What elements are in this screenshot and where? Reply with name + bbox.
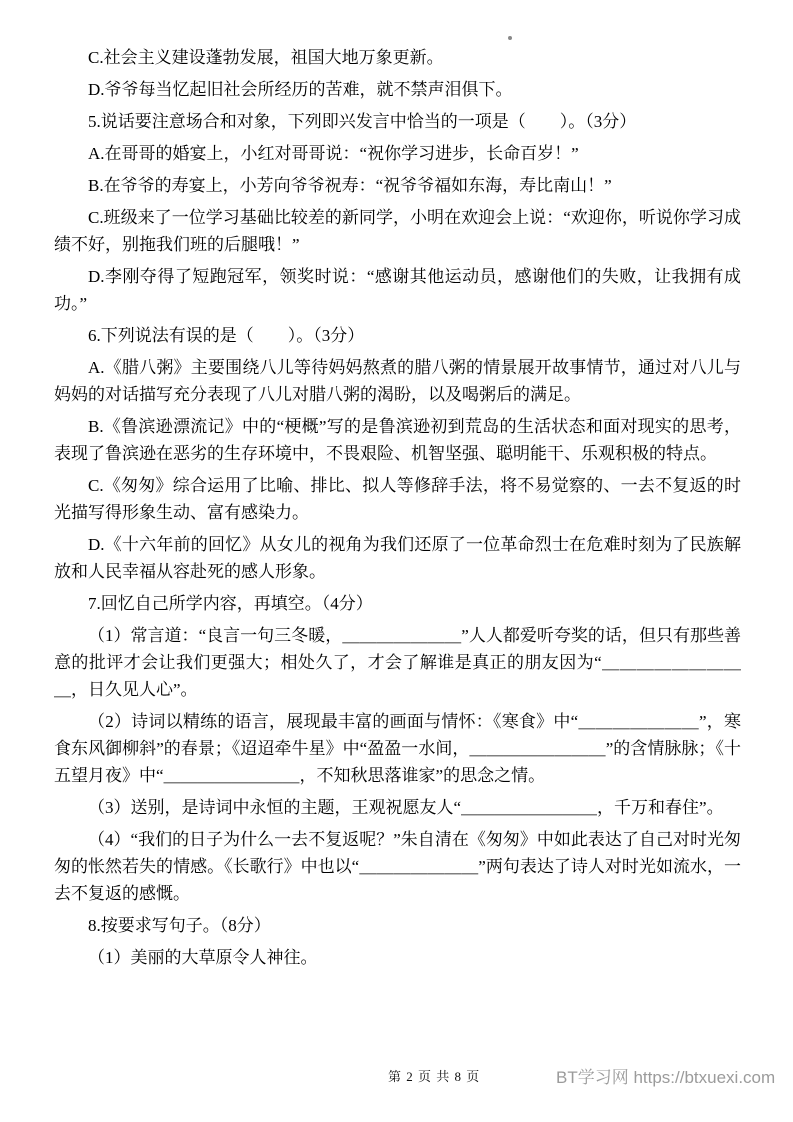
watermark-text: BT学习网 https://btxuexi.com: [556, 1068, 776, 1087]
q5-option-b: B.在爷爷的寿宴上，小芳向爷爷祝寿：“祝爷爷福如东海，寿比南山！”: [88, 176, 612, 195]
q4-option-c: C.社会主义建设蓬勃发展，祖国大地万象更新。: [88, 48, 444, 67]
q5-option-c: C.班级来了一位学习基础比较差的新同学，小明在欢迎会上说：“欢迎你，听说你学习成绩不好，别拖我们班的后腿哦！”: [54, 208, 741, 254]
q5-option-a: A.在哥哥的婚宴上，小红对哥哥说：“祝你学习进步，长命百岁！”: [88, 144, 579, 163]
q5-option-d: D.李刚夺得了短跑冠军，领奖时说：“感谢其他运动员，感谢他们的失败，让我拥有成功。”: [54, 267, 741, 313]
q6-option-b: B.《鲁滨逊漂流记》中的“梗概”写的是鲁滨逊初到荒岛的生活状态和面对现实的思考，表现了鲁滨逊在恶劣的生存环境中，不畏艰险、机智坚强、聪明能干、乐观积极的特点。: [54, 417, 741, 463]
q7-item-4: （4）“我们的日子为什么一去不复返呢？”朱自清在《匆匆》中如此表达了自己对时光匆匆的怅然若失的情感。《长歌行》中也以“＿＿＿＿＿＿＿”两句表达了诗人对时光如流水，一去不复返的感慨。: [54, 830, 741, 903]
stray-mark: [508, 36, 512, 40]
q6-option-a: A.《腊八粥》主要围绕八儿等待妈妈熬煮的腊八粥的情景展开故事情节，通过对八儿与妈妈的对话描写充分表现了八儿对腊八粥的渴盼，以及喝粥后的满足。: [54, 358, 741, 404]
q4-option-d: D.爷爷每当忆起旧社会所经历的苦难，就不禁声泪俱下。: [88, 80, 513, 99]
q7-item-1: （1）常言道：“良言一句三冬暖，＿＿＿＿＿＿＿”人人都爱听夸奖的话，但只有那些善意的批评才会让我们更强大；相处久了，才会了解谁是真正的朋友因为“＿＿＿＿＿＿＿＿＿，日久见人心”。: [54, 626, 741, 699]
q7-item-3: （3）送别，是诗词中永恒的主题，王观祝愿友人“＿＿＿＿＿＿＿＿，千万和春住”。: [88, 798, 724, 817]
q7-stem: 7.回忆自己所学内容，再填空。（4分）: [88, 594, 373, 613]
page-indicator: 第 2 页 共 8 页: [388, 1069, 481, 1084]
q8-stem: 8.按要求写句子。（8分）: [88, 916, 271, 935]
q5-stem: 5.说话要注意场合和对象，下列即兴发言中恰当的一项是（ ）。（3分）: [88, 112, 637, 131]
q7-item-2: （2）诗词以精练的语言，展现最丰富的画面与情怀：《寒食》中“＿＿＿＿＿＿＿”，寒食东风御柳斜”的春景；《迢迢牵牛星》中“盈盈一水间，＿＿＿＿＿＿＿＿”的含情脉脉；《十五望月夜》中“＿＿＿＿＿＿＿＿，不知秋思落谁家”的思念之情。: [54, 712, 741, 785]
q6-option-d: D.《十六年前的回忆》从女儿的视角为我们还原了一位革命烈士在危难时刻为了民族解放和人民幸福从容赴死的感人形象。: [54, 535, 741, 581]
q6-stem: 6.下列说法有误的是（ ）。（3分）: [88, 326, 365, 345]
q6-option-c: C.《匆匆》综合运用了比喻、排比、拟人等修辞手法，将不易觉察的、一去不复返的时光描写得形象生动、富有感染力。: [54, 476, 741, 522]
exam-content: [54, 44, 741, 971]
q8-item-1: （1）美丽的大草原令人神往。: [88, 948, 318, 967]
